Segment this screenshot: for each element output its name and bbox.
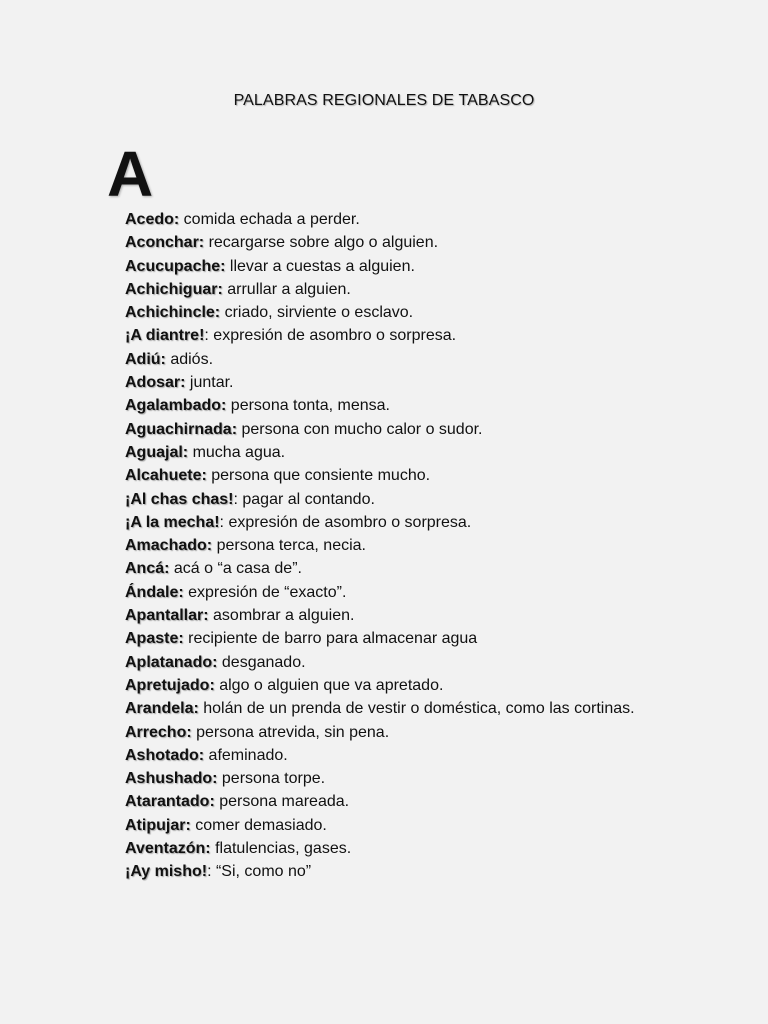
entry-term: Ashotado: [125, 746, 205, 764]
glossary-entry [125, 674, 662, 697]
glossary-entry [125, 604, 662, 627]
document-title: PALABRAS REGIONALES DE TABASCO [233, 92, 535, 109]
glossary-entry [125, 651, 662, 674]
entry-definition: comida echada a perder. [179, 211, 360, 228]
entry-definition: mucha agua. [188, 443, 286, 461]
entry-term: Ancá: [125, 560, 170, 578]
entry-definition: criado, sirviente o esclavo. [220, 304, 414, 322]
glossary-entry [125, 418, 662, 441]
entry-definition: persona terca, necia. [212, 537, 366, 555]
glossary-entry [125, 394, 662, 417]
glossary-entry [125, 627, 662, 650]
entry-definition: afeminado. [204, 746, 288, 764]
entry-term: Adosar: [125, 374, 186, 392]
entry-term: Alcahuete: [125, 467, 207, 485]
entry-term: Amachado: [125, 537, 213, 555]
glossary-entries [125, 208, 662, 884]
entry-term: Agalambado: [125, 397, 227, 415]
entry-definition: : “Si, como no” [207, 863, 312, 881]
entry-definition: persona que consiente mucho. [206, 467, 431, 485]
entry-definition: arrullar a alguien. [222, 280, 351, 298]
entry-definition: adiós. [165, 350, 214, 368]
glossary-entry [125, 790, 662, 813]
entry-term: Arandela: [125, 700, 199, 718]
glossary-entry [125, 464, 662, 487]
entry-term: Adiú: [125, 350, 166, 368]
glossary-entry [125, 348, 662, 371]
entry-definition: desganado. [217, 653, 306, 671]
entry-definition: acá o “a casa de”. [169, 560, 302, 578]
entry-term: Achichincle: [125, 304, 221, 322]
glossary-entry [125, 511, 662, 534]
entry-definition: asombrar a alguien. [208, 607, 355, 625]
entry-term: Aventazón: [125, 840, 211, 858]
entry-term: Apretujado: [125, 676, 215, 694]
entry-term: Aplatanado: [125, 653, 218, 671]
entry-term: Apantallar: [125, 607, 209, 625]
entry-definition: recipiente de barro para almacenar agua [183, 630, 478, 648]
glossary-entry [125, 860, 662, 883]
entry-definition: juntar. [185, 374, 234, 392]
entry-term: Achichiguar: [125, 280, 223, 298]
entry-definition: persona mareada. [214, 793, 350, 811]
entry-term: Apaste: [125, 630, 184, 648]
glossary-entry [125, 557, 662, 580]
entry-definition: persona atrevida, sin pena. [191, 723, 390, 741]
glossary-entry [125, 581, 662, 604]
entry-definition: : expresión de asombro o sorpresa. [219, 513, 472, 531]
entry-term: Atipujar: [125, 816, 191, 834]
entry-definition: comer demasiado. [190, 816, 327, 834]
glossary-entry [125, 697, 662, 720]
entry-term: Aguajal: [125, 443, 189, 461]
glossary-entry [125, 837, 662, 860]
entry-definition: llevar a cuestas a alguien. [225, 257, 415, 275]
entry-term: ¡A diantre! [125, 327, 205, 345]
glossary-entry [125, 744, 662, 767]
glossary-entry [125, 814, 662, 837]
entry-definition: : expresión de asombro o sorpresa. [204, 327, 457, 345]
entry-term: Atarantado: [125, 793, 215, 811]
entry-definition: persona tonta, mensa. [226, 397, 390, 415]
glossary-entry [125, 534, 662, 557]
glossary-entry [125, 721, 662, 744]
entry-term: ¡A la mecha! [125, 513, 220, 531]
entry-term: Ándale: [125, 583, 184, 601]
glossary-entry [125, 208, 662, 231]
entry-term: ¡Al chas chas! [125, 490, 234, 508]
entry-definition: : pagar al contando. [233, 490, 375, 508]
glossary-entry [125, 371, 662, 394]
glossary-entry [125, 441, 662, 464]
glossary-entry [125, 278, 662, 301]
entry-term: Aconchar: [125, 234, 205, 252]
entry-definition: expresión de “exacto”. [183, 583, 347, 601]
glossary-entry [125, 324, 662, 347]
glossary-entry [125, 488, 662, 511]
entry-term: Ashushado: [125, 770, 218, 788]
entry-term: Acucupache: [125, 257, 226, 275]
entry-term: Aguachirnada: [125, 420, 238, 438]
glossary-entry [125, 301, 662, 324]
entry-definition: flatulencias, gases. [210, 840, 352, 858]
entry-definition: recargarse sobre algo o alguien. [204, 234, 439, 252]
entry-definition: persona con mucho calor o sudor. [237, 420, 483, 438]
glossary-entry [125, 231, 662, 254]
glossary-entry [125, 255, 662, 278]
entry-term: ¡Ay misho! [125, 863, 208, 881]
entry-term: Acedo: [125, 211, 180, 228]
section-letter: A [107, 138, 154, 210]
entry-term: Arrecho: [125, 723, 192, 741]
entry-definition: holán de un prenda de vestir o doméstica, como las cortinas. [198, 700, 635, 718]
entry-definition: persona torpe. [217, 770, 326, 788]
glossary-entry [125, 767, 662, 790]
entry-definition: algo o alguien que va apretado. [214, 676, 444, 694]
